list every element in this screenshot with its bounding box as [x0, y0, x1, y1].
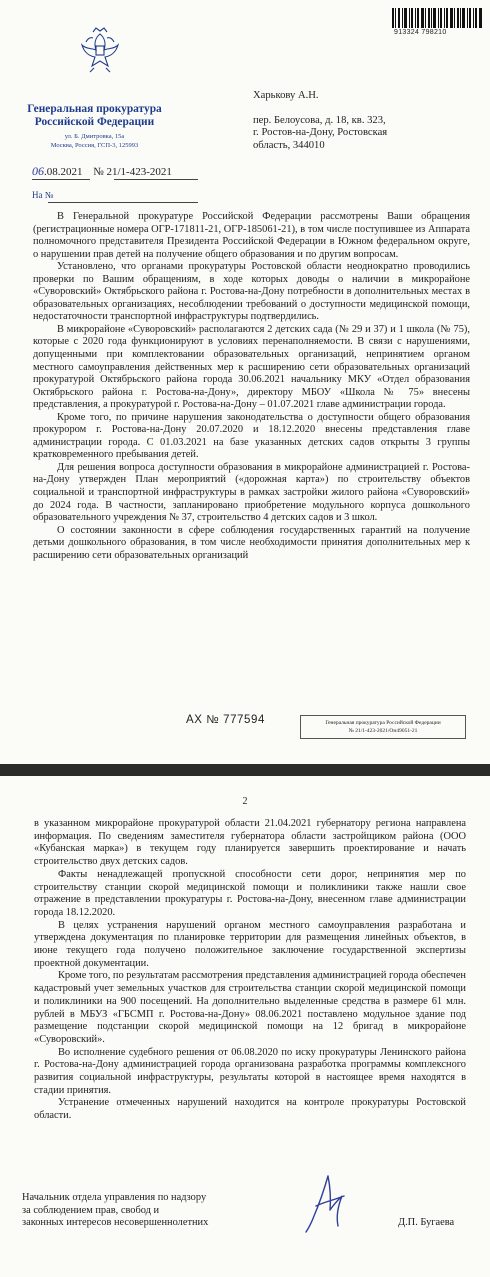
- letter-body-page1: [33, 211, 470, 562]
- signer-position-line3: законных интересов несовершеннолетних: [22, 1217, 209, 1228]
- signature-icon: [300, 1172, 350, 1236]
- paragraph: В целях устранения нарушений органом местного самоуправления разработана и утверждена документация по планировке территории для размещения линейных объектов, в июне текущего года получено положительное заключение государственной экспертизы проектной документации.: [34, 919, 466, 969]
- barcode-number: 913324 798210: [394, 29, 447, 36]
- paragraph: В Генеральной прокуратуре Российской Федерации рассмотрены Ваши обращения (регистрационные номера ОГР-171811-21, ОГР-185061-21), в том числе поступившее из Аппарата полномочного представителя Президента Российской Федерации в Южном федеральном округе, о нарушении прав детей на получение общего образования и по другим вопросам.: [33, 211, 470, 260]
- recipient-address-line1: пер. Белоусова, д. 18, кв. 323,: [253, 114, 386, 126]
- paragraph: Во исполнение судебного решения от 06.08.2020 по иску прокуратуры Ленинского района г. Ростова-на-Дону администрацией города организована разработка программы комплексного развития социальной инфраструктуры, результаты которой в настоящее время находятся в стадии принятия.: [34, 1046, 466, 1096]
- paragraph: Установлено, что органами прокуратуры Ростовской области неоднократно проводились проверки по Вашим обращениям, в ходе которых доводы о наличии в микрорайоне «Суворовский» Октябрьского района г. Ростова-на-Дону потребности в дополнительных местах в образовательных организациях, несоблюдении требований о доступности медицинской помощи, недостаточности транспортной инфраструктуры подтвердились.: [33, 261, 470, 323]
- sender-name-line2: Российской Федерации: [34, 116, 155, 128]
- letter-body-page2: [34, 818, 466, 1123]
- signer-position-line1: Начальник отдела управления по надзору: [22, 1192, 207, 1203]
- signer-position-line2: за соблюдением прав, свобод и: [22, 1204, 160, 1216]
- paragraph: Для решения вопроса доступности образования в микрорайоне администрацией г. Ростова-на-Дону утвержден План мероприятий («дорожная карта») по строительству объектов социальной и транспортной инфраструктуры в рамках застройки жилого района «Суворовский» до 2024 года. В частности, запланировано приобретение модульного корпуса дошкольного образовательного учреждения № 37, строительство 4 детских садов и 3 школ.: [33, 461, 470, 524]
- sender-address-line2: Москва, Россия, ГСП-3, 125993: [50, 141, 139, 149]
- paragraph: О состоянии законности в сфере соблюдения государственных гарантий на получение детьми дошкольного образования, в том числе необходимости принятия дополнительных мер к расширению сети образовательных организаций: [33, 524, 470, 561]
- number-underline: [114, 179, 198, 180]
- ref-underline: [48, 202, 198, 203]
- paragraph: Кроме того, по результатам рассмотрения представления администрацией города обеспечен кадастровый учет земельных участков для строительства станции скорой медицинской помощи и поликлиники на 900 посещений. На дополнительно выделенные средства в размере 61 млн. рублей в МБУЗ «ГБСМП г. Ростова-на-Дону» 08.06.2021 поставлено модульное здание под размещение подстанции скорой медицинской помощи на 12 бригад в микрорайоне «Суворовский».: [34, 970, 466, 1045]
- date-printed: .08.2021: [44, 166, 83, 178]
- stamp-line1: Генеральная прокуратура Российской Федерации: [325, 720, 441, 726]
- date-number-line: [32, 164, 232, 180]
- paragraph: Факты ненадлежащей пропускной способности сети дорог, непринятия мер по строительству станции скорой медицинской помощи и поликлиники также нашли свое отражение в представлении прокуратуры г. Ростова-на-Дону, внесенном главе администрации города 18.12.2020.: [34, 868, 466, 918]
- series-number: АХ № 777594: [186, 714, 266, 726]
- paragraph: В микрорайоне «Суворовский» располагаются 2 детских сада (№ 29 и 37) и 1 школа (№ 75), которые с 2020 года функционируют в условиях перенаполняемости. В связи с нарушениями, допущенными при комплектовании образовательных организаций, непринятием органом местного самоуправления действенных мер к расширению сети образовательных организаций прокуратурой Октябрьского района города 30.06.2021 начальнику МКУ «Отдел образования Октябрьского района г. Ростова-на-Дону», директору МБОУ «Школа № 75» внесены представления, а прокуратурой г. Ростова-на-Дону – 01.07.2021 главе администрации города.: [33, 323, 470, 411]
- paragraph: Устранение отмеченных нарушений находится на контроле прокуратуры Ростовской области.: [34, 1097, 466, 1122]
- paragraph: в указанном микрорайоне прокуратурой области 21.04.2021 губернатору региона направлена информация. По сведениям заместителя губернатора области застройщиком района (ООО «Кубанская марка») в текущем году планируется завершить проектирование и начать строительство двух детских садов.: [34, 818, 466, 868]
- sender-name-line1: Генеральная прокуратура: [27, 103, 162, 115]
- sender-address-line1: ул. Б. Дмитровка, 15а: [64, 133, 125, 140]
- recipient-name: Харькову А.Н.: [253, 90, 319, 101]
- number-value: 21/1-423-2021: [106, 166, 172, 178]
- letter-page-2: [0, 776, 490, 1277]
- page-number: 2: [242, 796, 248, 807]
- date-day-handwritten: 06: [32, 164, 44, 178]
- recipient-address-line3: область, 344010: [253, 139, 325, 151]
- signer-name: Д.П. Бугаева: [398, 1217, 455, 1228]
- sender-block: [22, 103, 167, 150]
- registration-stamp: [300, 715, 466, 739]
- recipient-block: [253, 90, 453, 152]
- number-label: №: [93, 166, 104, 178]
- russian-coat-of-arms-icon: [80, 24, 120, 74]
- ref-label: На №: [32, 190, 54, 200]
- recipient-address-line2: г. Ростов-на-Дону, Ростовская: [253, 127, 388, 138]
- date-underline: [32, 179, 90, 180]
- signer-position: [22, 1192, 282, 1230]
- paragraph: Кроме того, по причине нарушения законодательства о доступности общего образования прокурором г. Ростова-на-Дону 20.07.2020 и 18.12.2020 внесены представления главе администрации города. С 01.03.2021 на базе указанных детских садов открыты 3 группы кратковременного пребывания детей.: [33, 411, 470, 461]
- stamp-line2: № 21/1-423-2021/Он49051-21: [348, 728, 418, 734]
